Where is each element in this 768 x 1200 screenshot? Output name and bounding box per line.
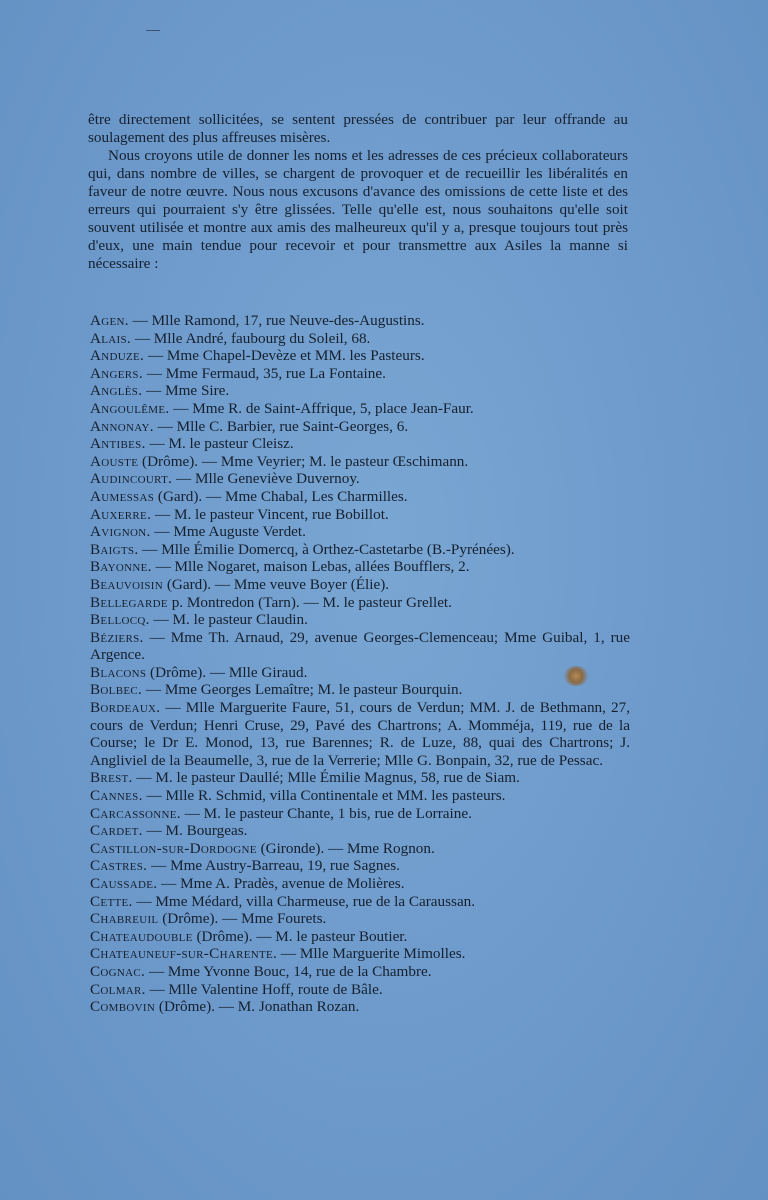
list-item <box>90 506 630 524</box>
city-name: Bayonne. <box>90 558 152 576</box>
list-item <box>90 435 630 453</box>
entry-text: — Mme Austry-Barreau, 19, rue Sagnes. <box>147 857 400 875</box>
entry-text: — M. le pasteur Chante, 1 bis, rue de Lorraine. <box>180 804 472 822</box>
list-item <box>90 576 630 594</box>
city-name: Auxerre. <box>90 505 152 523</box>
entry-text: — Mme Médard, villa Charmeuse, rue de la Caraussan. <box>132 892 476 910</box>
city-name: Aouste <box>90 452 139 470</box>
city-name: Aumessas <box>90 487 155 505</box>
city-name: Brest. <box>90 769 133 787</box>
entry-text: — Mlle André, faubourg du Soleil, 68. <box>131 329 371 347</box>
city-name: Bellocq. <box>90 611 150 629</box>
list-item <box>90 558 630 576</box>
entry-text: — Mlle Geneviève Duvernoy. <box>172 470 360 488</box>
entry-text: (Gironde). — Mme Rognon. <box>256 839 435 857</box>
entry-text: — M. Bourgeas. <box>142 822 248 840</box>
list-item <box>90 963 630 981</box>
entry-text: — Mlle C. Barbier, rue Saint-Georges, 6. <box>153 417 409 435</box>
city-name: Antibes. <box>90 435 146 453</box>
entry-text: — Mme Yvonne Bouc, 14, rue de la Chambre. <box>145 962 432 980</box>
list-item <box>90 857 630 875</box>
city-name: Castillon-sur-Dordogne <box>90 839 257 857</box>
list-item <box>90 629 630 664</box>
city-name: Colmar. <box>90 980 146 998</box>
city-name: Carcassonne. <box>90 804 181 822</box>
entry-text: (Drôme). — M. le pasteur Boutier. <box>192 927 408 945</box>
city-name: Cette. <box>90 892 133 910</box>
list-item <box>90 893 630 911</box>
entry-text: — Mme Th. Arnaud, 29, avenue Georges-Clemenceau; Mme Guibal, 1, rue Argence. <box>90 628 630 664</box>
list-item <box>90 330 630 348</box>
entry-text: — Mme Sire. <box>142 382 230 400</box>
city-name: Alais. <box>90 329 132 347</box>
city-name: Beauvoisin <box>90 575 164 593</box>
entry-text: — Mlle Marguerite Faure, 51, cours de Verdun; MM. J. de Bethmann, 27, cours de Verdun; Henri Cruse, 29, Pavé des Chartrons; A. Momméja, 119, rue de la Course; le Dr E. Monod, 13, rue Barennes; R. de Luze, 88, quai des Chartrons; J. Angliviel de la Beaumelle, 3, rue de la Verrerie; Mlle G. Bonpain, 32, rue de Pessac. <box>90 699 630 769</box>
list-item <box>90 470 630 488</box>
city-name: Cannes. <box>90 787 143 805</box>
city-name: Blacons <box>90 663 147 681</box>
list-item <box>90 928 630 946</box>
list-item <box>90 681 630 699</box>
list-item <box>90 594 630 612</box>
list-item <box>90 699 630 769</box>
list-item <box>90 822 630 840</box>
page-mark <box>146 30 160 31</box>
entry-text: — Mme R. de Saint-Affrique, 5, place Jean-Faur. <box>169 399 474 417</box>
city-name: Combovin <box>90 998 156 1016</box>
entry-text: — M. le pasteur Daullé; Mlle Émilie Magnus, 58, rue de Siam. <box>132 769 520 787</box>
city-name: Chabreuil <box>90 910 159 928</box>
list-item <box>90 312 630 330</box>
intro-text <box>88 111 628 273</box>
entry-text: — Mlle Marguerite Mimolles. <box>277 945 466 963</box>
paper-stain <box>563 666 589 686</box>
entry-text: (Drôme). — Mme Veyrier; M. le pasteur Œschimann. <box>138 452 469 470</box>
entry-text: — Mlle Émilie Domercq, à Orthez-Castetarbe (B.-Pyrénées). <box>138 540 515 558</box>
city-name: Anduze. <box>90 347 145 365</box>
entry-text: — Mme Georges Lemaître; M. le pasteur Bourquin. <box>142 681 463 699</box>
intro-paragraph: Nous croyons utile de donner les noms et les adresses de ces précieux collaborateurs qui, dans nombre de villes, se chargent de provoquer et de recueillir les libéralités en faveur de notre œuvre. Nous nous excusons d'avance des omissions de cette liste et des erreurs qui pourraient s'y être glissées. Telle qu'elle est, nous souhaitons qu'elle soit souvent utilisée et montre aux amis des malheureux qu'il y a, presque toujours tout près d'eux, une main tendue pour recevoir et pour transmettre aux Asiles la manne si nécessaire : <box>88 147 628 272</box>
entry-text: — Mlle Ramond, 17, rue Neuve-des-Augustins. <box>128 312 425 329</box>
entry-text: — M. le pasteur Cleisz. <box>145 435 294 453</box>
list-item <box>90 910 630 928</box>
city-name: Audincourt. <box>90 470 173 488</box>
entry-text: — Mme A. Pradès, avenue de Molières. <box>157 875 405 892</box>
city-name: Baigts. <box>90 540 139 558</box>
entry-text: — Mlle Valentine Hoff, route de Bâle. <box>145 980 383 998</box>
city-name: Annonay. <box>90 417 154 435</box>
entry-text: — M. le pasteur Vincent, rue Bobillot. <box>151 505 389 523</box>
city-name: Chateauneuf-sur-Charente. <box>90 945 278 963</box>
list-item <box>90 945 630 963</box>
city-name: Cardet. <box>90 822 143 840</box>
entry-text: p. Montredon (Tarn). — M. le pasteur Grellet. <box>167 593 452 611</box>
intro-paragraph: être directement sollicitées, se sentent pressées de contribuer par leur offrande au soulagement des plus affreuses misères. <box>88 111 628 146</box>
entry-text: (Gard). — Mme Chabal, Les Charmilles. <box>154 487 408 505</box>
list-item <box>90 998 630 1016</box>
city-name: Agen. <box>90 312 129 329</box>
list-item <box>90 523 630 541</box>
city-name: Caussade. <box>90 875 158 892</box>
list-item <box>90 664 630 682</box>
list-item <box>90 875 630 893</box>
entry-text: — Mlle R. Schmid, villa Continentale et MM. les pasteurs. <box>142 787 506 805</box>
entry-text: (Drôme). — M. Jonathan Rozan. <box>155 998 360 1016</box>
list-item <box>90 488 630 506</box>
list-item <box>90 611 630 629</box>
list-item <box>90 382 630 400</box>
entry-text: — Mme Fermaud, 35, rue La Fontaine. <box>142 364 386 382</box>
city-name: Anglès. <box>90 382 143 400</box>
list-item <box>90 347 630 365</box>
entry-text: — M. le pasteur Claudin. <box>149 611 308 629</box>
list-item <box>90 805 630 823</box>
list-item <box>90 840 630 858</box>
list-item <box>90 981 630 999</box>
list-item <box>90 418 630 436</box>
list-item <box>90 453 630 471</box>
city-name: Angers. <box>90 364 143 382</box>
entry-text: — Mme Chapel-Devèze et MM. les Pasteurs. <box>144 347 425 365</box>
city-name: Cognac. <box>90 962 146 980</box>
list-item <box>90 541 630 559</box>
entry-text: — Mme Auguste Verdet. <box>150 523 306 541</box>
city-name: Bolbec. <box>90 681 143 699</box>
list-item <box>90 787 630 805</box>
entry-text: — Mlle Nogaret, maison Lebas, allées Boufflers, 2. <box>151 558 470 576</box>
entry-text: (Drôme). — Mlle Giraud. <box>146 663 308 681</box>
list-item <box>90 769 630 787</box>
list-item <box>90 365 630 383</box>
city-name: Castres. <box>90 857 148 875</box>
city-name: Bordeaux. <box>90 699 161 717</box>
city-name: Angoulême. <box>90 399 170 417</box>
contributor-list <box>90 312 630 1016</box>
entry-text: (Drôme). — Mme Fourets. <box>158 910 327 928</box>
city-name: Bellegarde <box>90 593 168 611</box>
city-name: Chateaudouble <box>90 927 193 945</box>
city-name: Béziers. <box>90 628 144 646</box>
city-name: Avignon. <box>90 523 151 541</box>
entry-text: (Gard). — Mme veuve Boyer (Élie). <box>163 575 390 593</box>
list-item <box>90 400 630 418</box>
